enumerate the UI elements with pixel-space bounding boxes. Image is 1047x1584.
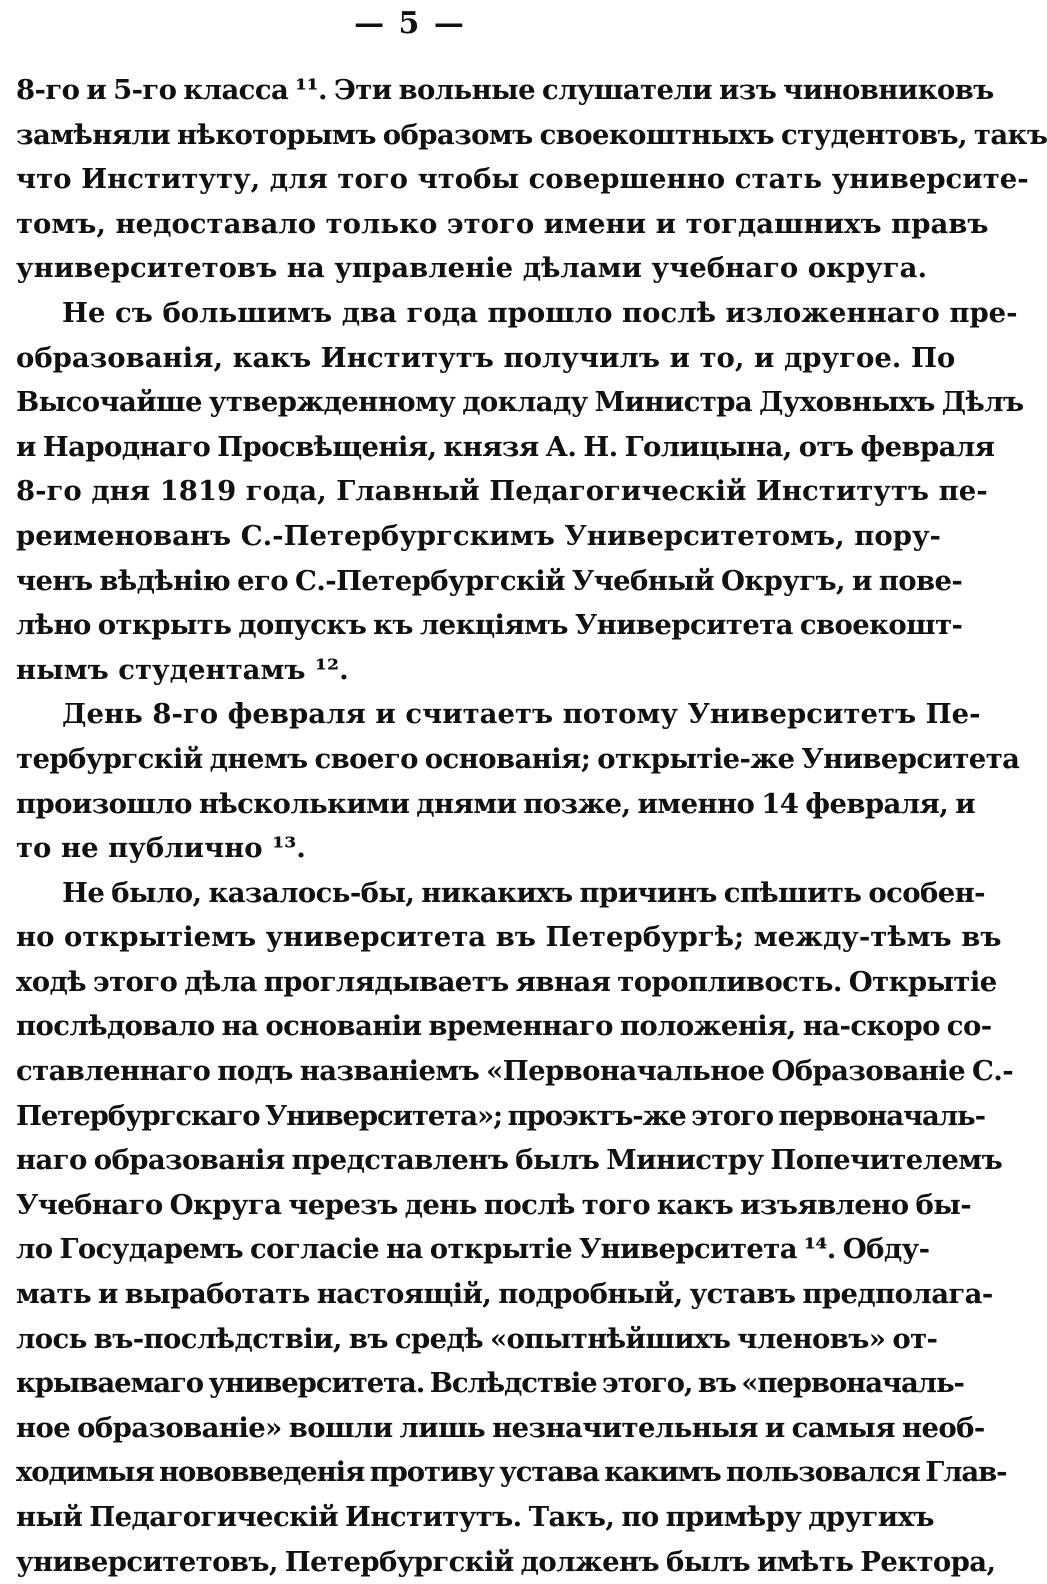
text-line: образованія, какъ Институтъ получилъ и то, и другое. По <box>16 341 956 374</box>
text-line: День 8-го февраля и считаетъ потому Университетъ Пе- <box>62 698 981 731</box>
page-number: — 5 — <box>354 6 466 41</box>
text-line: наго образованія представленъ былъ Министру Попечителемъ <box>16 1144 1003 1177</box>
text-line: тербургскій днемъ своего основанія; открытіе-же Университета <box>16 742 1020 775</box>
text-line: Не съ большимъ два года прошло послѣ изложеннаго пре- <box>62 296 1018 329</box>
text-line: Высочайше утвержденному докладу Министра Духовныхъ Дѣлъ <box>16 386 1024 419</box>
text-line: лѣно открыть допускъ къ лекціямъ Университета своекошт- <box>16 609 963 642</box>
text-line: замѣняли нѣкоторымъ образомъ своекоштныхъ студентовъ, такъ <box>16 118 1047 151</box>
text-line: что Институту, для того чтобы совершенно стать университе- <box>16 163 1029 196</box>
text-line: томъ, недоставало только этого имени и тогдашнихъ правъ <box>16 207 989 240</box>
text-line: и Народнаго Просвѣщенія, князя А. Н. Голицына, отъ февраля <box>16 430 995 463</box>
text-line: ходимыя нововведенія противу устава какимъ пользовался Глав- <box>16 1456 1007 1489</box>
text-line: Не было, казалось-бы, никакихъ причинъ спѣшить особен- <box>62 876 985 909</box>
text-line: крываемаго университета. Вслѣдствіе этого, въ «первоначаль- <box>16 1367 964 1400</box>
text-line: нымъ студентамъ ¹². <box>16 653 349 686</box>
text-line: Учебнаго Округа черезъ день послѣ того какъ изъявлено бы- <box>16 1188 972 1221</box>
text-line: мать и выработать настоящій, подробный, уставъ предполага- <box>16 1278 993 1311</box>
text-line: 8-го и 5-го класса ¹¹. Эти вольные слушатели изъ чиновниковъ <box>16 74 994 106</box>
text-line: произошло нѣсколькими днями позже, именно 14 февраля, и <box>16 787 975 820</box>
body-text <box>16 68 1047 1584</box>
text-line: но открытіемъ университета въ Петербургѣ; между-тѣмъ въ <box>16 921 1002 954</box>
text-line: ное образованіе» вошли лишь незначительныя и самыя необ- <box>16 1411 985 1444</box>
text-line: ходѣ этого дѣла проглядываетъ явная торопливость. Открытіе <box>16 965 997 998</box>
text-line: университетовъ, Петербургскій долженъ былъ имѣть Ректора, <box>16 1545 996 1578</box>
text-line: ставленнаго подъ названіемъ «Первоначальное Образованіе С.- <box>16 1055 1014 1088</box>
text-line: реименованъ С.-Петербургскимъ Университетомъ, пору- <box>16 519 941 552</box>
text-line: ный Педагогическій Институтъ. Такъ, по примѣру другихъ <box>16 1501 934 1533</box>
text-line: ченъ вѣдѣнію его С.-Петербургскій Учебный Округъ, и пове- <box>16 564 963 597</box>
text-line: лось въ-послѣдствіи, въ средѣ «опытнѣйшихъ членовъ» от- <box>16 1322 938 1355</box>
text-line: 8-го дня 1819 года, Главный Педагогическій Институтъ пе- <box>16 475 988 508</box>
text-line: то не публично ¹³. <box>16 832 306 865</box>
text-line: послѣдовало на основаніи временнаго положенія, на-скоро со- <box>16 1010 992 1043</box>
text-line: ло Государемъ согласіе на открытіе Университета ¹⁴. Обду- <box>16 1233 930 1266</box>
text-line: университетовъ на управленіе дѣлами учебнаго округа. <box>16 252 928 285</box>
text-line: Петербургскаго Университета»; проэктъ-же этого первоначаль- <box>16 1099 985 1132</box>
